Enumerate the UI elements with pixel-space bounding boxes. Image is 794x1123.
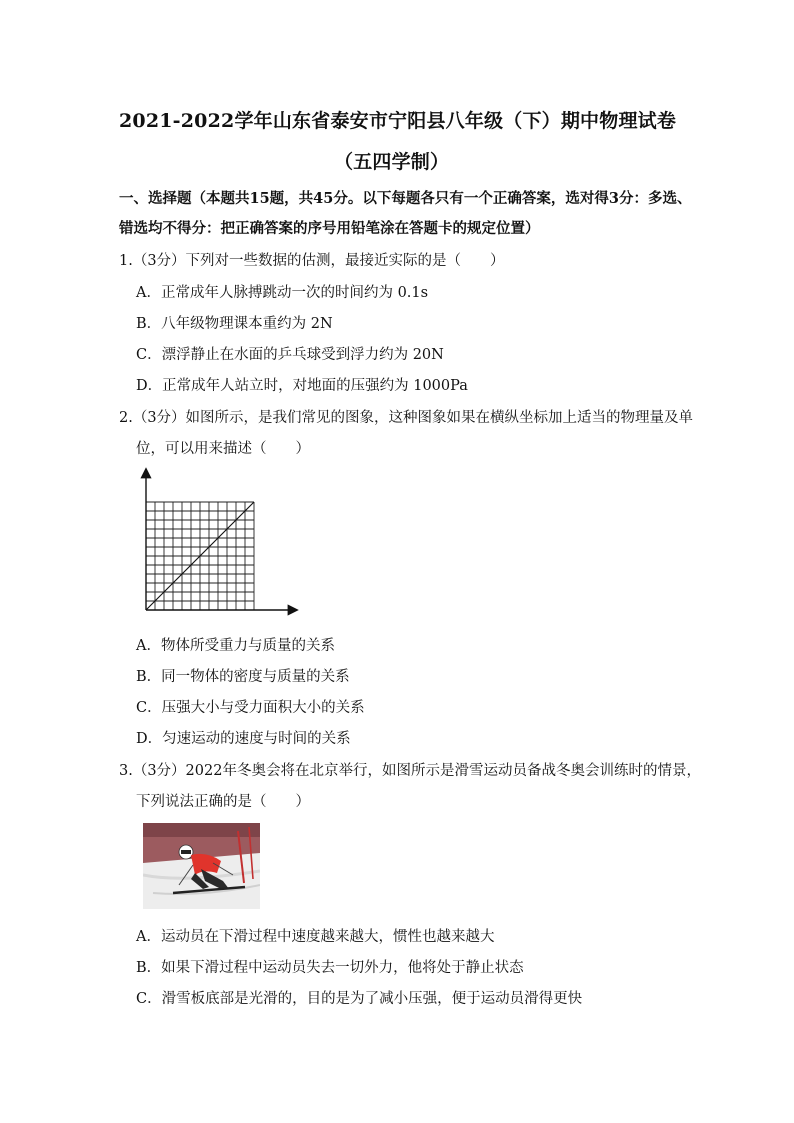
question-3-option-c: C．滑雪板底部是光滑的，目的是为了减小压强，便于运动员滑得更快 — [136, 991, 583, 1007]
question-3-option-b: B．如果下滑过程中运动员失去一切外力，他将处于静止状态 — [136, 960, 524, 976]
question-1-option-c: C．漂浮静止在水面的乒乓球受到浮力约为 20N — [136, 347, 444, 363]
section-heading-line2: 错选均不得分：把正确答案的序号用铅笔涂在答题卡的规定位置） — [119, 220, 540, 237]
skier-photo — [143, 823, 260, 909]
question-1-option-d: D．正常成年人站立时，对地面的压强约为 1000Pa — [136, 378, 468, 394]
question-3-stem-line1: 3.（3分）2022年冬奥会将在北京举行，如图所示是滑雪运动员备战冬奥会训练时的情景， — [119, 763, 701, 779]
question-2-option-b: B．同一物体的密度与质量的关系 — [136, 669, 350, 685]
question-2-stem-line2: 位，可以用来描述（ ） — [136, 441, 310, 457]
question-1-option-a: A．正常成年人脉搏跳动一次的时间约为 0.1s — [136, 285, 429, 301]
question-2-graph — [138, 465, 302, 617]
question-3-option-a: A．运动员在下滑过程中速度越来越大，惯性也越来越大 — [136, 929, 495, 945]
question-2-option-c: C．压强大小与受力面积大小的关系 — [136, 700, 365, 716]
question-1-option-b: B．八年级物理课本重约为 2N — [136, 316, 333, 332]
question-3-stem-line2: 下列说法正确的是（ ） — [136, 794, 310, 810]
question-2-option-a: A．物体所受重力与质量的关系 — [136, 638, 335, 654]
page-title: 2021-2022学年山东省泰安市宁阳县八年级（下）期中物理试卷 — [119, 110, 677, 132]
question-2-option-d: D．匀速运动的速度与时间的关系 — [136, 731, 351, 747]
question-2-stem-line1: 2.（3分）如图所示，是我们常见的图象，这种图象如果在横纵坐标加上适当的物理量及单 — [119, 410, 694, 426]
page-subtitle: （五四学制） — [334, 151, 450, 173]
section-heading-line1: 一、选择题（本题共15题，共45分。以下每题各只有一个正确答案，选对得3分：多选、 — [119, 190, 692, 207]
question-1-stem: 1.（3分）下列对一些数据的估测，最接近实际的是（ ） — [119, 253, 505, 269]
